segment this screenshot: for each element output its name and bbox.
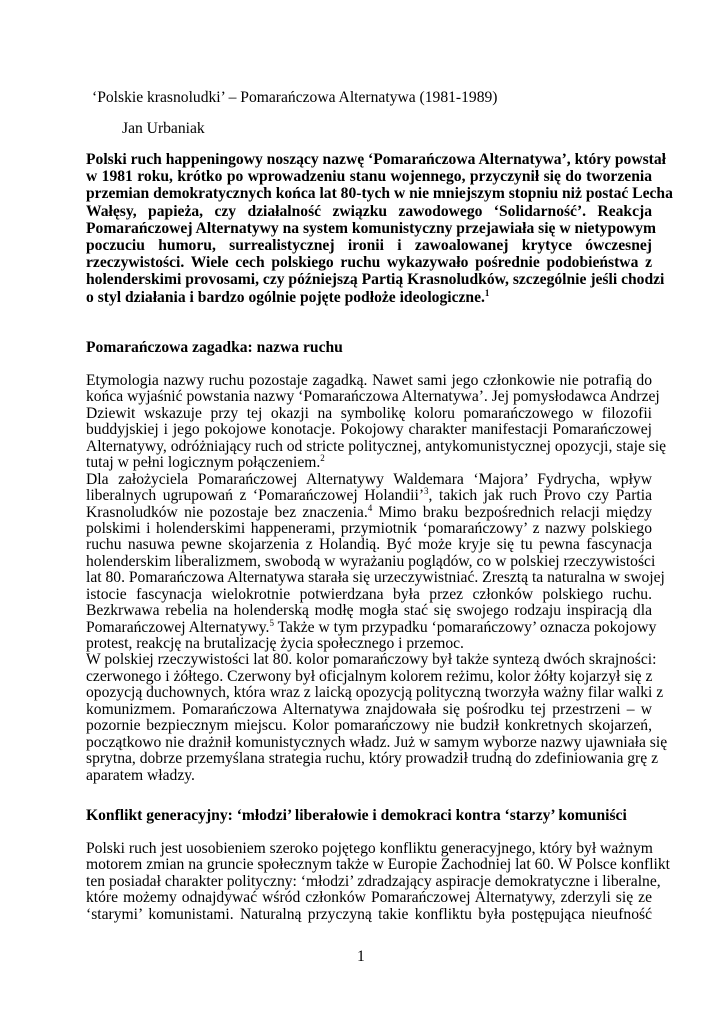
text-line: komunizmem. Pomarańczowa Alternatywa znajdowała się pośrodku tej przestrzeni – w — [86, 700, 652, 718]
footnote-marker[interactable]: 2 — [320, 453, 325, 464]
text-line: rzeczywistości. Wiele cech polskiego ruchu wykazywało pośrednie podobieństwa z — [86, 254, 652, 272]
text-line: lat 80. Pomarańczowa Alternatywa starała się urzeczywistniać. Zresztą ta naturalna w swojej — [86, 569, 665, 587]
text-line: Dziewit wskazuje przy tej okazji na symbolikę koloru pomarańczowego w filozofii — [86, 404, 652, 422]
text-line: buddyjskiej i jego pokojowe konotacje. Pokojowy charakter manifestacji Pomarańczowej — [86, 421, 652, 439]
abstract-paragraph — [86, 151, 673, 306]
text-line: Wałęsy, papieża, czy działalność związku zawodowego ‘Solidarność’. Reakcja — [86, 202, 652, 220]
text-line: holenderskim liberalizmem, swobodą w wyrażaniu poglądów, co w polskiej rzeczywistości — [86, 552, 656, 570]
text-line: przemian demokratycznych końca lat 80-tych w nie mniejszym stopniu niż postać Lecha — [86, 185, 673, 203]
text-line: opozycją duchownych, która wraz z laicką opozycją polityczną tworzyła ważny filar walki z — [86, 684, 664, 702]
text-line: o styl działania i bardzo ogólnie pojęte podłoże ideologiczne.$^1$ — [86, 287, 490, 306]
text-line: Etymologia nazwy ruchu pozostaje zagadką. Nawet sami jego członkowie nie potrafią do — [86, 372, 652, 389]
text-line: ruchu nasuwa pewne skojarzenia z Holandią. Być może kryje się tu pewna fascynacja — [86, 536, 652, 554]
text-line: Pomarańczowej Alternatywy.$^5$ Także w tym przypadku ‘pomarańczowy’ oznacza pokojowy — [86, 617, 657, 636]
section-1-body — [86, 372, 668, 784]
section-2-body — [86, 840, 671, 923]
text-line: polskimi i holenderskimi happenerami, przymiotnik ‘pomarańczowy’ z nazwy polskiego — [86, 519, 652, 537]
footnote-marker[interactable]: 4 — [367, 502, 373, 513]
text-line: ‘starymi’ komunistami. Naturalną przyczyną takie konfliktu była postępująca nieufność — [86, 905, 652, 923]
document-title: ‘Polskie krasnoludki’ – Pomarańczowa Alternatywa (1981-1989) — [92, 89, 498, 106]
text-line: które możemy odnajdywać wśród członków Pomarańczowej Alternatywy, zderzyli się ze — [86, 889, 652, 907]
body-paragraph — [86, 372, 667, 472]
body-paragraph — [86, 470, 665, 653]
text-line: w 1981 roku, krótko po wprowadzeniu stanu wojennego, przyczynił się do tworzenia — [86, 168, 652, 186]
text-line: W polskiej rzeczywistości lat 80. kolor pomarańczowy był także syntezą dwóch skrajności: — [86, 651, 657, 669]
footnote-marker[interactable]: 1 — [484, 287, 490, 298]
text-line: Pomarańczowej Alternatywy na system komunistyczny przejawiała się w nietypowym — [86, 219, 656, 237]
section-heading: Pomarańczowa zagadka: nazwa ruchu — [86, 339, 343, 356]
text-line: Polski ruch jest uosobieniem szeroko pojętego konfliktu generacyjnego, który był ważnym — [86, 840, 653, 857]
text-line: Polski ruch happeningowy noszący nazwę ‘Pomarańczowa Alternatywa’, który powstał — [86, 151, 666, 168]
text-line: początkowo nie drażnił komunistycznych władz. Już w samym wyborze nazwy ujawniała się — [86, 733, 668, 751]
page-number: 1 — [357, 948, 365, 965]
footnote-marker[interactable]: 3 — [424, 486, 429, 497]
text-line: poczuciu humoru, surrealistycznej ironii i zawoalowanej krytyce ówczesnej — [86, 236, 652, 254]
text-line: końca wyjaśnić powstania nazwy ‘Pomarańczowa Alternatywa’. Jej pomysłodawca Andrzej — [86, 388, 660, 406]
body-paragraph — [86, 840, 671, 923]
text-line: Dla założyciela Pomarańczowej Alternatywy Waldemara ‘Majora’ Fydrycha, wpływ — [86, 470, 652, 488]
text-line: liberalnych ugrupowań z ‘Pomarańczowej Holandii’$^3$, takich jak ruch Provo czy Partia — [86, 486, 652, 505]
text-line: holenderskimi provosami, czy późniejszą Partią Krasnoludków, szczególnie jeśli chodzi — [86, 271, 665, 289]
text-line: istocie fascynacja wielokrotnie potwierdzana była przez członków polskiego ruchu. — [86, 585, 652, 603]
text-line: Bezkrwawa rebelia na holenderską modłę mogła stać się swojego rodzaju inspiracją dla — [86, 602, 652, 620]
text-line: aparatem władzy. — [86, 766, 195, 784]
text-line: protest, reakcję na brutalizację życia społecznego i przemoc. — [86, 635, 464, 652]
text-line: Krasnoludków nie pozostaje bez znaczenia.$^4$ Mimo braku bezpośrednich relacji między — [86, 502, 652, 521]
section-heading: Konflikt generacyjny: ‘młodzi’ liberałowie i demokraci kontra ‘starzy’ komuniści — [86, 807, 627, 824]
text-line: czerwonego i żółtego. Czerwony był oficjalnym kolorem reżimu, kolor żółty kojarzył się z — [86, 667, 653, 685]
text-line: sprytna, dobrze przemyślana strategia ruchu, który prowadził trudną do zdefiniowania grę z — [86, 750, 658, 768]
body-paragraph — [86, 651, 668, 784]
footnote-marker[interactable]: 5 — [269, 617, 274, 628]
author-name: Jan Urbaniak — [122, 120, 205, 137]
text-line: ten posiadał charakter polityczny: ‘młodzi’ zdradzający aspiracje demokratyczne i liberalne, — [86, 872, 661, 890]
text-line: Alternatywy, odróżniający ruch od stricte politycznej, antykomunistycznej opozycji, staje się — [86, 437, 667, 455]
text-line: motorem zmian na gruncie społecznym także w Europie Zachodniej lat 60. W Polsce konflikt — [86, 856, 671, 874]
text-line: pozornie bezpiecznym miejscu. Kolor pomarańczowy nie budził konkretnych skojarzeń, — [86, 717, 652, 735]
text-line: tutaj w pełni logicznym połączeniem.$^2$ — [86, 453, 325, 472]
